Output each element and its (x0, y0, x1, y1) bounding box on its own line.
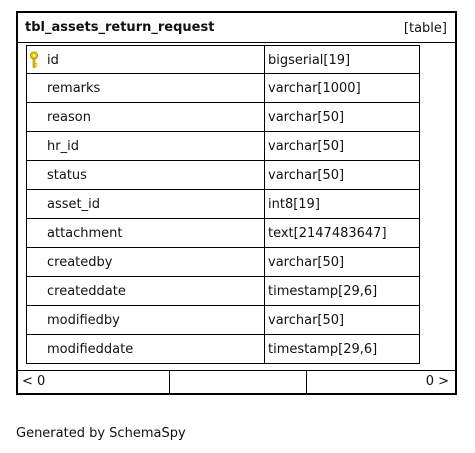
column-row-status (26, 161, 436, 190)
table-name: tbl_assets_return_request (25, 20, 215, 35)
column-name: modifieddate (26, 335, 265, 364)
column-row-modifiedby (26, 306, 436, 335)
column-row-createddate (26, 277, 436, 306)
column-name: modifiedby (26, 306, 265, 335)
entity-table (16, 11, 457, 395)
column-name: hr_id (26, 132, 265, 161)
column-type: int8[19] (264, 190, 420, 219)
column-type: text[2147483647] (264, 219, 420, 248)
table-type-label: [table] (403, 21, 447, 36)
column-type: bigserial[19] (264, 45, 420, 74)
generated-by-caption: Generated by SchemaSpy (16, 426, 186, 441)
column-type: varchar[50] (264, 161, 420, 190)
column-name: createddate (26, 277, 265, 306)
column-name: asset_id (26, 190, 265, 219)
column-type: timestamp[29,6] (264, 335, 420, 364)
column-row-asset-id (26, 190, 436, 219)
column-name: remarks (26, 74, 265, 103)
column-name: createdby (26, 248, 265, 277)
column-row-modifieddate (26, 335, 436, 364)
column-row-reason (26, 103, 436, 132)
footer-divider (169, 371, 170, 393)
column-name: attachment (26, 219, 265, 248)
column-row-hr-id (26, 132, 436, 161)
column-list (26, 45, 436, 366)
column-type: varchar[50] (264, 306, 420, 335)
entity-header (18, 13, 455, 43)
column-row-id (26, 45, 436, 74)
column-type: timestamp[29,6] (264, 277, 420, 306)
column-name: id (26, 45, 265, 74)
column-name: reason (26, 103, 265, 132)
column-type: varchar[50] (264, 103, 420, 132)
column-type: varchar[50] (264, 132, 420, 161)
footer-divider (306, 371, 307, 393)
parents-count[interactable]: < 0 (22, 374, 46, 389)
column-row-attachment (26, 219, 436, 248)
column-type: varchar[50] (264, 248, 420, 277)
column-name: status (26, 161, 265, 190)
children-count[interactable]: 0 > (425, 374, 449, 389)
column-row-createdby (26, 248, 436, 277)
column-type: varchar[1000] (264, 74, 420, 103)
column-row-remarks (26, 74, 436, 103)
entity-footer (18, 370, 455, 393)
